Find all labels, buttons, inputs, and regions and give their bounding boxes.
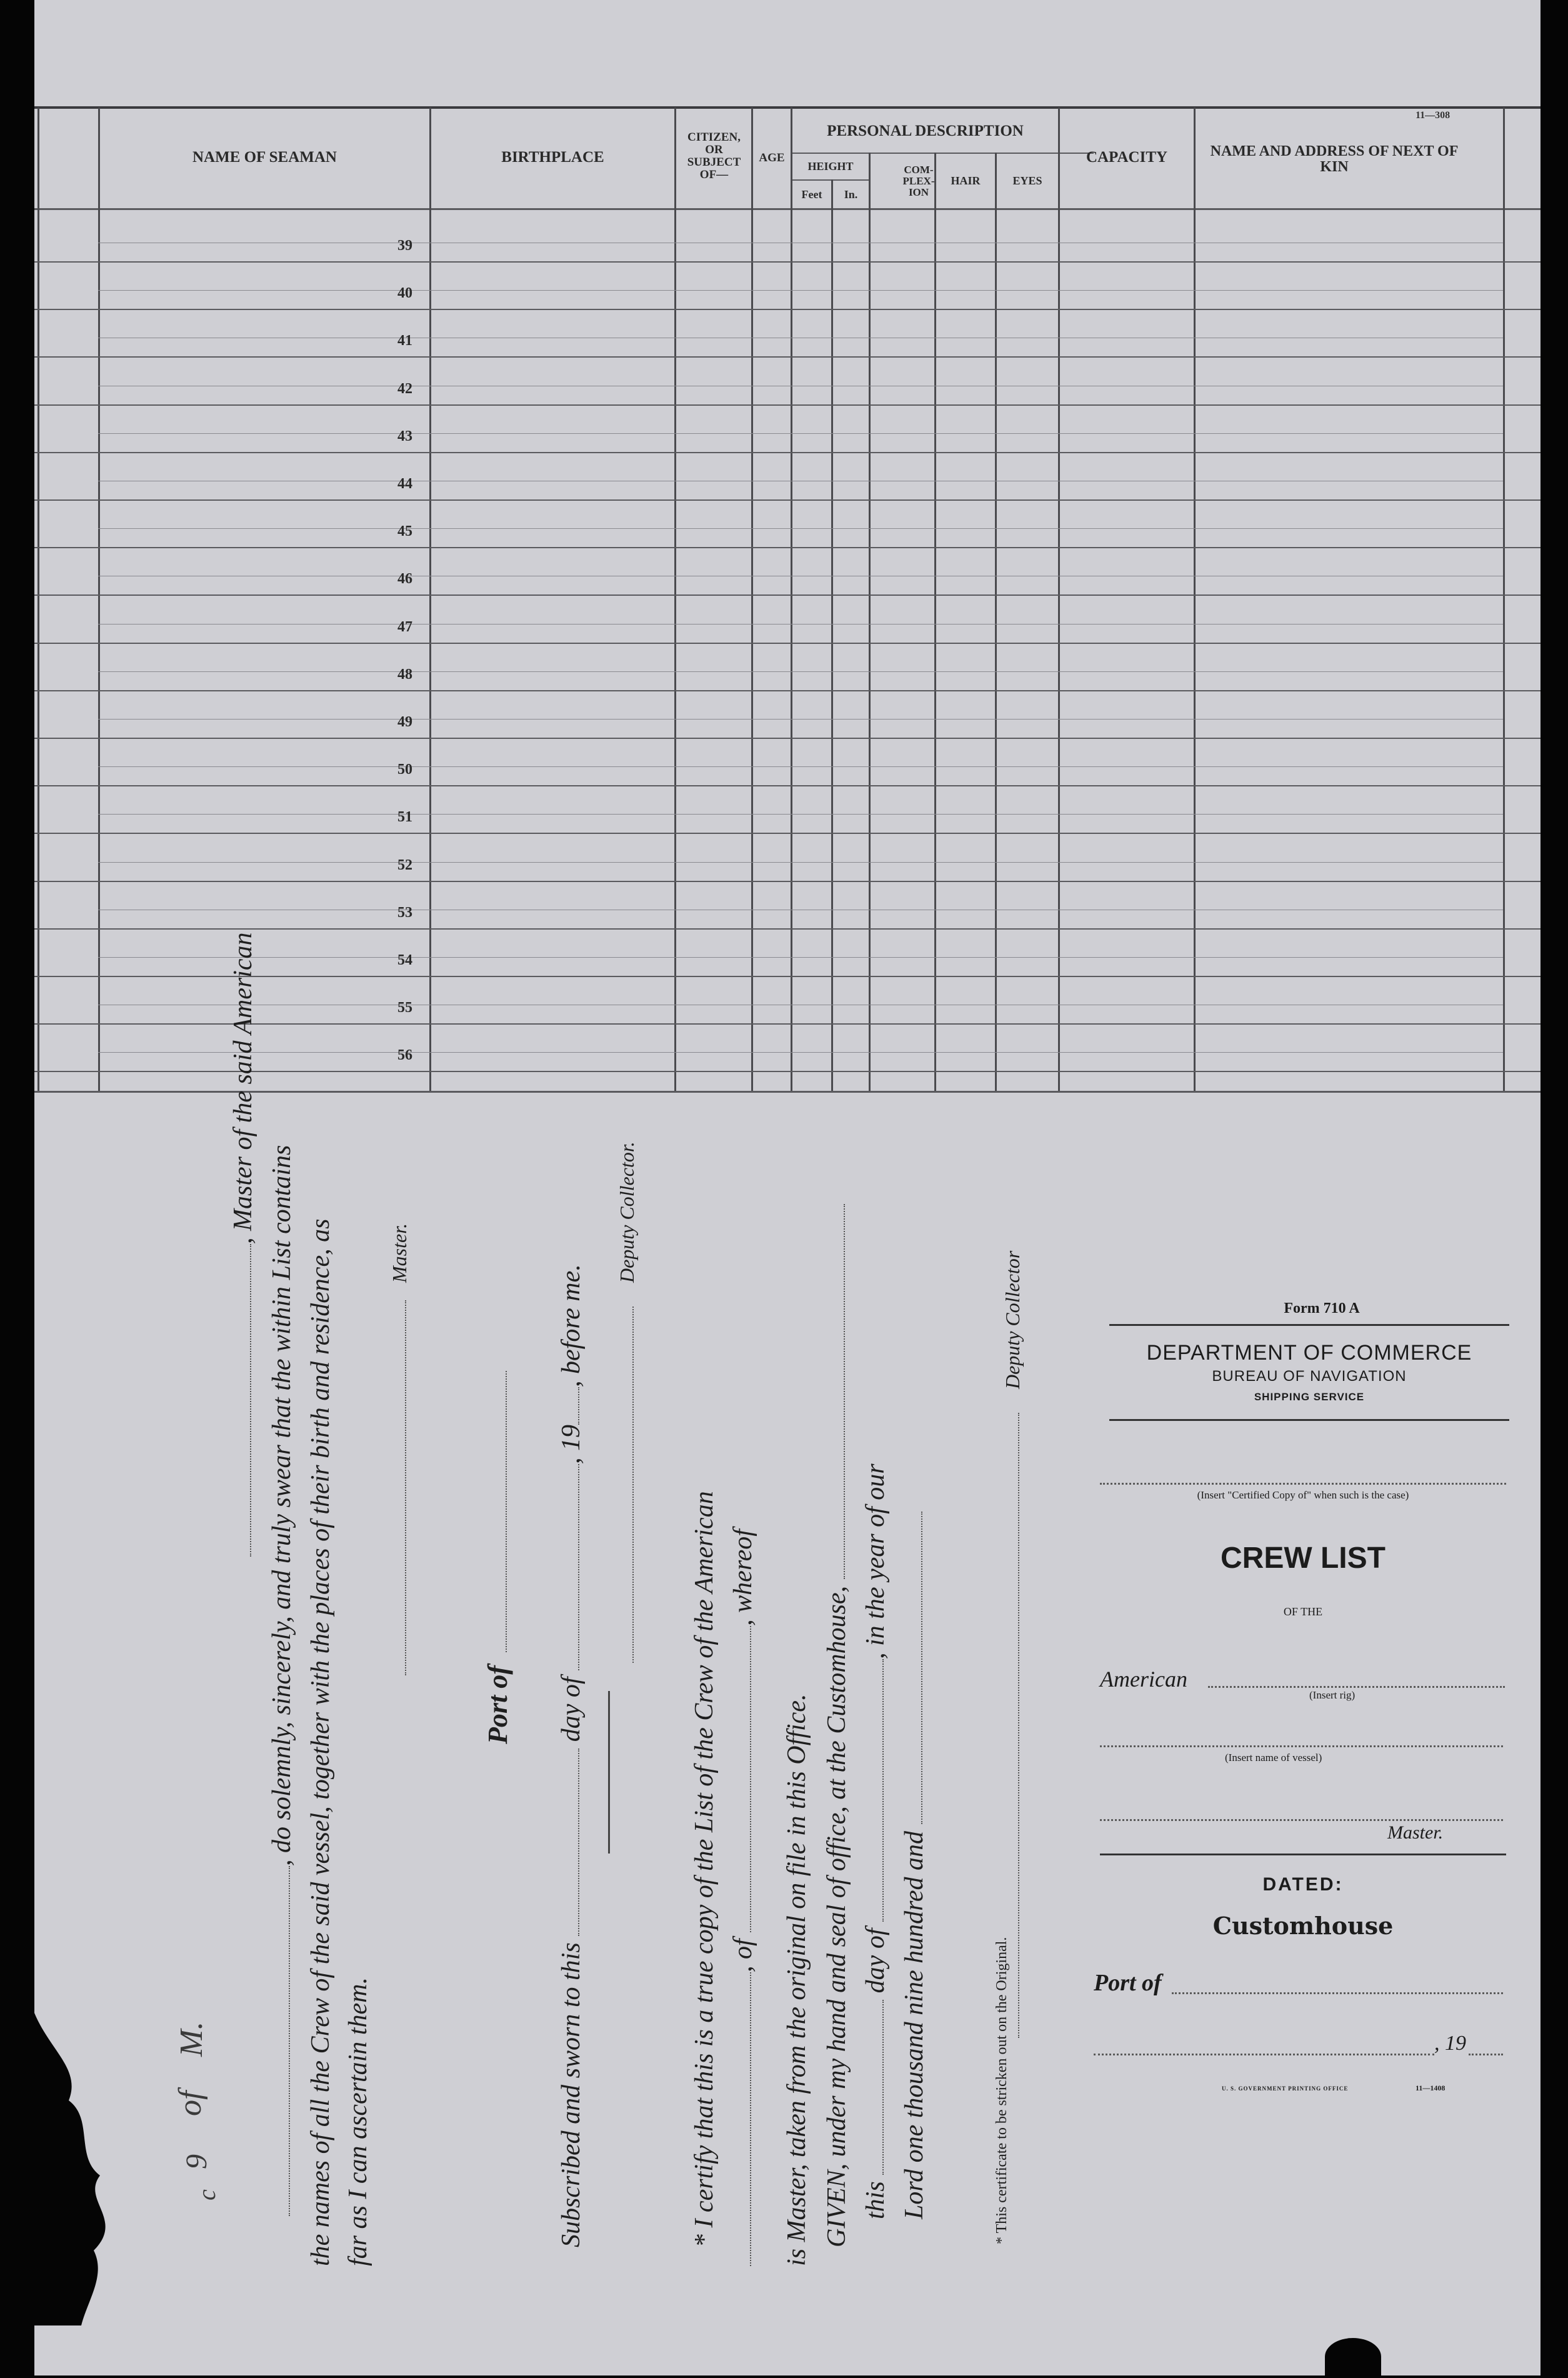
- row-number: 39: [397, 238, 412, 254]
- vessel-line: [1100, 1745, 1503, 1747]
- table-row-line: [34, 643, 1541, 644]
- row-number: 54: [397, 952, 412, 968]
- cert-line-5-year: in the year of our: [861, 1463, 890, 1646]
- oath-subscribed-line: Subscribed and sworn to this day of , 19, before me.: [557, 1264, 586, 2247]
- deputy-collector-line-1: [616, 1141, 639, 1663]
- col-line: [98, 108, 100, 1092]
- row-number: 48: [397, 666, 412, 683]
- col-line: [1058, 108, 1060, 1092]
- oath-master-label: Master.: [388, 1223, 411, 1283]
- date-line: [1094, 2054, 1434, 2055]
- table-header-border: [34, 208, 1541, 210]
- oath-line-2: , do solemnly, sincerely, and truly swear that the within List contains: [267, 1145, 297, 2216]
- corner-mark: 11—308: [1416, 110, 1451, 121]
- insert-vessel-note: (Insert name of vessel): [1225, 1752, 1322, 1763]
- col-line: [869, 153, 871, 1092]
- header-citizen: CITIZEN, OR SUBJECT OF—: [687, 131, 741, 181]
- of-the-label: OF THE: [1283, 1605, 1323, 1618]
- bottom-blot: [1325, 2338, 1381, 2375]
- cert-line-3: is Master, taken from the original on file in this Office.: [782, 1693, 811, 2266]
- oath-line-2-text: do solemnly, sincerely, and truly swear that the within List contains: [267, 1145, 296, 1853]
- table-row-subline: [98, 433, 1503, 434]
- cert-line-4-text: GIVEN, under my hand and seal of office, at the Customhouse,: [822, 1585, 851, 2247]
- oath-line-1: , Master of the said American: [228, 932, 258, 1557]
- oath-line-1-text: Master of the said American: [229, 932, 257, 1231]
- handwriting-4: c: [192, 2189, 221, 2200]
- oath-line-4: far as I can ascertain them.: [344, 1977, 372, 2266]
- master-label: Master.: [1387, 1822, 1444, 1843]
- table-top-border: [34, 106, 1541, 109]
- deputy-collector-line-2: [1001, 1251, 1024, 2038]
- cover-low-rule: [1100, 1854, 1506, 1855]
- row-number: 41: [397, 333, 412, 349]
- row-number: 47: [397, 618, 412, 635]
- insert-cert-line: [1100, 1483, 1506, 1485]
- height-subline: [791, 179, 869, 181]
- printer-code: 11—1408: [1416, 2084, 1446, 2092]
- table-row-line: [34, 881, 1541, 882]
- year-label: , 19: [1434, 2032, 1466, 2055]
- dated-label: DATED:: [1262, 1874, 1344, 1895]
- oath-master-line: [388, 1223, 411, 1675]
- american-label: American: [1100, 1667, 1187, 1692]
- table-row-line: [34, 690, 1541, 691]
- row-number: 52: [397, 856, 412, 873]
- table-row-line: [34, 976, 1541, 977]
- printer-line: U. S. GOVERNMENT PRINTING OFFICE: [1222, 2085, 1349, 2092]
- insert-cert-note: (Insert "Certified Copy of" when such is the case): [1197, 1489, 1409, 1501]
- oath-port-label: Port of: [482, 1665, 513, 1744]
- subscribed-text-d: before me.: [557, 1264, 586, 1374]
- dept-title: DEPARTMENT OF COMMERCE: [1146, 1341, 1472, 1365]
- col-line: [674, 108, 676, 1092]
- american-line: [1208, 1686, 1505, 1688]
- table-row-subline: [98, 1052, 1503, 1053]
- table-row-line: [34, 356, 1541, 358]
- table-row-subline: [98, 957, 1503, 958]
- handwriting-3: 9: [180, 2154, 213, 2169]
- cert-line-4: [822, 1204, 852, 2247]
- cert-line-2: , of , whereof: [728, 1529, 758, 2266]
- cert-line-5-this: this: [861, 2181, 890, 2219]
- crew-list-title: CREW LIST: [1221, 1542, 1386, 1575]
- header-hair: HAIR: [951, 174, 981, 187]
- bureau-title: BUREAU OF NAVIGATION: [1212, 1368, 1407, 1385]
- row-number: 51: [397, 809, 412, 826]
- header-height: HEIGHT: [807, 159, 854, 173]
- table-row-subline: [98, 766, 1503, 767]
- table-row-subline: [98, 814, 1503, 815]
- handwriting-2: of: [172, 2090, 208, 2116]
- torn-edge-shape: [34, 2013, 187, 2325]
- table-row-line: [34, 833, 1541, 834]
- table-row-subline: [98, 719, 1503, 720]
- header-birthplace: BIRTHPLACE: [501, 149, 604, 166]
- header-age: AGE: [759, 151, 785, 164]
- table-row-line: [34, 452, 1541, 453]
- header-feet: Feet: [801, 188, 822, 201]
- row-number: 46: [397, 571, 412, 588]
- cert-line-2-of: of: [729, 1939, 757, 1959]
- header-next-of-kin: NAME AND ADDRESS OF NEXT OF KIN: [1210, 143, 1459, 175]
- subscribed-text-c: 19: [557, 1424, 586, 1451]
- cert-line-5: this day of , in the year of our: [861, 1463, 890, 2219]
- table-row-line: [34, 499, 1541, 501]
- table-row-line: [34, 738, 1541, 739]
- customhouse-label: Customhouse: [1212, 1912, 1394, 1940]
- oath-line-3: the names of all the Crew of the said vessel, together with the places of their birth and residence, as: [306, 1218, 335, 2266]
- handwriting-1: M.: [174, 2021, 209, 2057]
- table-row-subline: [98, 290, 1503, 291]
- row-number: 53: [397, 904, 412, 921]
- row-number: 50: [397, 761, 412, 778]
- row-number: 40: [397, 285, 412, 302]
- cert-line-1: * I certify that this is a true copy of the List of the Crew of the American: [690, 1491, 719, 2247]
- col-line: [751, 108, 753, 1092]
- table-row-subline: [98, 862, 1503, 863]
- row-number: 55: [397, 1000, 412, 1016]
- table-row-line: [34, 594, 1541, 596]
- cert-line-6-text: Lord one thousand nine hundred and: [900, 1830, 929, 2219]
- table-row-subline: [98, 624, 1503, 625]
- header-inches: In.: [844, 188, 858, 201]
- table-row-line: [34, 547, 1541, 548]
- header-personal-description: PERSONAL DESCRIPTION: [827, 122, 1024, 139]
- col-line: [995, 153, 997, 1092]
- cover-top-rule: [1109, 1324, 1509, 1326]
- header-name-of-seaman: NAME OF SEAMAN: [192, 149, 337, 166]
- insert-rig-note: (Insert rig): [1309, 1689, 1356, 1701]
- cert-footnote: * This certificate to be stricken out on the Original.: [994, 1937, 1010, 2244]
- col-line: [1194, 108, 1196, 1092]
- table-row-line: [34, 928, 1541, 930]
- table-row-line: [34, 785, 1541, 786]
- oath-port-line: [482, 1371, 514, 1744]
- row-number: 45: [397, 523, 412, 540]
- document-page: [34, 0, 1541, 2375]
- subscribed-text-b: day of: [557, 1677, 586, 1742]
- year-prefix: 19: [1445, 2032, 1466, 2055]
- table-row-subline: [98, 671, 1503, 672]
- year-line: [1469, 2054, 1503, 2055]
- cert-line-5-day: day of: [861, 1928, 890, 1994]
- port-of-line: [1172, 1992, 1503, 1994]
- master-line: [1100, 1819, 1503, 1821]
- col-line: [791, 108, 792, 1092]
- cert-line-6: [899, 1512, 929, 2219]
- cover-mid-rule: [1109, 1419, 1509, 1421]
- header-eyes: EYES: [1012, 174, 1042, 187]
- table-row-line: [34, 404, 1541, 406]
- deputy-collector-label-2: Deputy Collector: [1001, 1250, 1024, 1389]
- row-number: 56: [397, 1047, 412, 1064]
- col-line: [429, 108, 431, 1092]
- deputy-collector-label-1: Deputy Collector.: [616, 1141, 638, 1283]
- col-line: [831, 179, 833, 1092]
- form-number: Form 710 A: [1284, 1300, 1360, 1317]
- row-number: 43: [397, 428, 412, 444]
- port-of-label: Port of: [1094, 1970, 1162, 1996]
- table-bottom-border: [34, 1091, 1541, 1093]
- subscribed-text-a: Subscribed and sworn to this: [557, 1942, 586, 2247]
- col-line: [37, 108, 39, 1092]
- oath-separator: [608, 1691, 610, 1854]
- header-complexion: COM- PLEX- ION: [902, 164, 935, 198]
- header-capacity: CAPACITY: [1086, 149, 1168, 166]
- col-line: [1503, 108, 1505, 1092]
- row-number: 49: [397, 714, 412, 730]
- cert-line-2-whereof: whereof: [729, 1529, 757, 1613]
- table-row-line: [34, 309, 1541, 310]
- table-row-line: [34, 1023, 1541, 1025]
- table-row-line: [34, 261, 1541, 263]
- service-title: SHIPPING SERVICE: [1254, 1391, 1365, 1403]
- row-number: 44: [397, 476, 412, 492]
- table-row-subline: [98, 528, 1503, 529]
- table-row-line: [34, 1071, 1541, 1072]
- col-line: [934, 153, 936, 1092]
- row-number: 42: [397, 380, 412, 397]
